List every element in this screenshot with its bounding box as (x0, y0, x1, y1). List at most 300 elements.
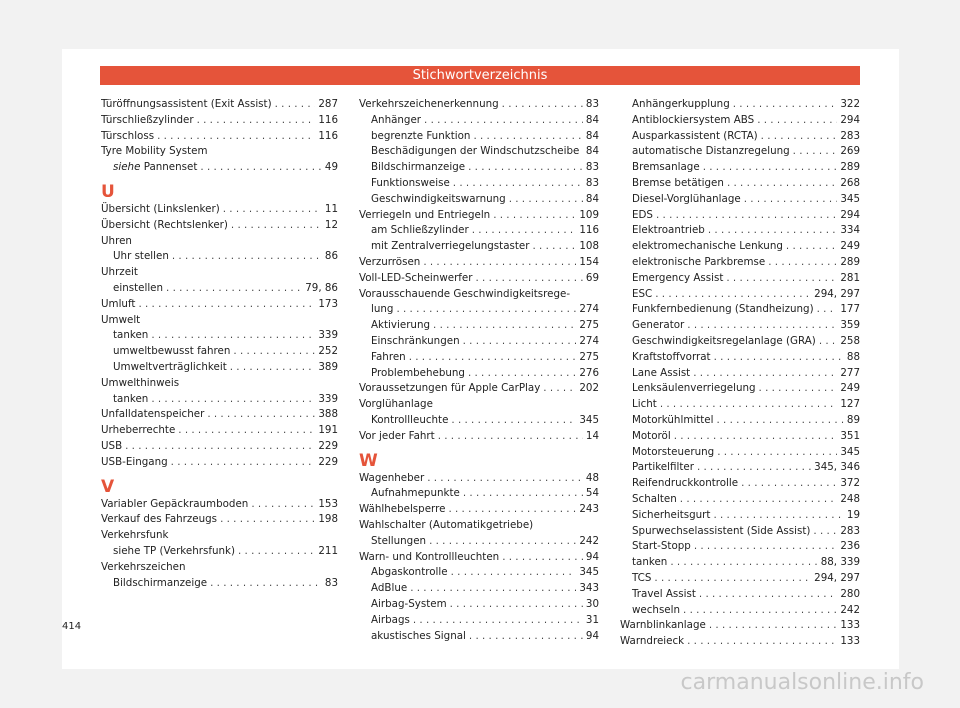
index-term: automatische Distanzregelung (632, 145, 790, 158)
index-subentry (359, 350, 599, 366)
page-reference: 287 (318, 98, 338, 110)
dot-leader (697, 460, 811, 476)
index-entry (620, 618, 860, 634)
index-entry (359, 208, 599, 224)
index-subentry (620, 492, 860, 508)
page-reference: 19 (846, 508, 860, 521)
index-column-3 (620, 97, 860, 650)
page-reference: 345 (840, 192, 860, 205)
dot-leader (793, 144, 838, 160)
page-reference: 339 (318, 392, 338, 405)
page-reference: 269 (840, 145, 860, 158)
page-reference: 127 (840, 398, 860, 411)
page-reference: 283 (840, 129, 860, 142)
index-term: Vorglühanlage (359, 398, 433, 411)
index-subentry (359, 629, 599, 645)
page-reference: 248 (840, 492, 860, 505)
index-subentry (620, 239, 860, 255)
index-term-text: Pannenset (143, 161, 198, 174)
index-subentry (620, 539, 860, 555)
dot-leader (275, 97, 316, 113)
index-term (113, 160, 197, 176)
dot-leader (172, 249, 322, 265)
index-term: Fahren (371, 350, 406, 363)
index-group-heading (101, 234, 338, 250)
index-term: Kontrollleuchte (371, 413, 449, 426)
index-subentry (620, 129, 860, 145)
index-term: elektromechanische Lenkung (632, 240, 783, 253)
index-group-heading (101, 560, 338, 576)
index-entry (359, 471, 599, 487)
page-reference: 177 (840, 303, 860, 316)
dot-leader (726, 271, 837, 287)
page-reference: 69 (585, 271, 599, 284)
index-term: Übersicht (Linkslenker) (101, 202, 220, 215)
page-reference: 289 (840, 255, 860, 268)
index-term: Verzurrösen (359, 255, 421, 268)
index-term: Geschwindigkeitsregelanlage (GRA) (632, 334, 816, 347)
index-subentry (359, 613, 599, 629)
dot-leader (687, 318, 837, 334)
index-term: Motoröl (632, 429, 671, 442)
index-term: Wahlschalter (Automatikgetriebe) (359, 518, 534, 531)
page-reference: 94 (585, 629, 599, 642)
index-term: Schalten (632, 492, 677, 505)
dot-leader (423, 255, 576, 271)
dot-leader (409, 350, 577, 366)
index-term: umweltbewusst fahren (113, 345, 231, 358)
index-subentry (359, 113, 599, 129)
page-reference: 343 (579, 582, 599, 595)
index-term: Warnblinkanlage (620, 619, 706, 632)
index-entry (101, 129, 338, 145)
page-reference: 31 (585, 613, 599, 626)
index-term: Verkehrszeichen (101, 560, 186, 573)
index-subentry (359, 129, 599, 145)
page-reference: 281 (840, 271, 860, 284)
page-reference: 83 (324, 576, 338, 589)
index-term: Vorausschauende Geschwindigkeitsrege- (359, 287, 571, 300)
index-subentry (620, 160, 860, 176)
index-term: Bildschirmanzeige (371, 161, 466, 174)
index-term: Abgaskontrolle (371, 566, 448, 579)
index-term: Tyre Mobility System (101, 145, 208, 158)
page-reference: 173 (318, 297, 338, 310)
dot-leader (670, 555, 817, 571)
index-term: Travel Assist (632, 587, 696, 600)
dot-leader (166, 281, 302, 297)
dot-leader (424, 113, 583, 129)
index-subentry (101, 392, 338, 408)
page-reference: 202 (579, 382, 599, 395)
index-subentry (620, 144, 860, 160)
page-reference: 30 (585, 597, 599, 610)
dot-leader (238, 544, 315, 560)
index-entry (620, 634, 860, 650)
dot-leader (171, 455, 316, 471)
page-reference: 198 (318, 513, 338, 526)
index-subentry (359, 597, 599, 613)
page-reference: 191 (318, 424, 338, 437)
index-letter-heading: V (101, 476, 115, 497)
dot-leader (660, 397, 838, 413)
dot-leader (683, 603, 837, 619)
index-term: Geschwindigkeitswarnung (371, 192, 506, 205)
index-entry (101, 297, 338, 313)
index-term: Elektroantrieb (632, 224, 705, 237)
dot-leader (469, 629, 583, 645)
dot-leader (674, 429, 838, 445)
page-reference: 283 (840, 524, 860, 537)
dot-leader (433, 318, 576, 334)
index-subentry (620, 555, 860, 571)
index-term: Warn- und Kontrollleuchten (359, 550, 500, 563)
index-subentry (101, 360, 338, 376)
dot-leader (713, 508, 843, 524)
dot-leader (509, 192, 583, 208)
index-term: elektronische Parkbremse (632, 255, 766, 268)
index-subentry (359, 534, 599, 550)
page-reference: 89 (846, 413, 860, 426)
index-term: Anhängerkupplung (632, 98, 730, 110)
index-term: Türschließzylinder (101, 113, 194, 126)
page-reference: 153 (318, 497, 338, 510)
page-reference: 277 (840, 366, 860, 379)
index-term: Partikelfilter (632, 461, 694, 474)
watermark: carmanualsonline.info (680, 670, 924, 695)
index-subentry (359, 318, 599, 334)
page-reference: 88 (846, 350, 860, 363)
dot-leader (410, 581, 576, 597)
index-term: Bildschirmanzeige (113, 576, 208, 589)
index-subentry (620, 113, 860, 129)
index-term: siehe TP (Verkehrsfunk) (113, 544, 236, 557)
index-subentry (620, 413, 860, 429)
index-term: Motorkühlmittel (632, 413, 714, 426)
dot-leader (543, 381, 576, 397)
page-reference: 388 (318, 408, 338, 421)
dot-leader (473, 129, 582, 145)
index-subentry (359, 302, 599, 318)
index-term: Bremse betätigen (632, 176, 724, 189)
dot-leader (138, 297, 315, 313)
page-reference: 84 (585, 113, 599, 126)
dot-leader (197, 113, 316, 129)
page-reference: 275 (579, 319, 599, 332)
dot-leader (251, 497, 315, 513)
dot-leader (151, 328, 315, 344)
page-reference: 84 (585, 129, 599, 142)
index-term: Sicherheitsgurt (632, 508, 711, 521)
index-subentry (359, 223, 599, 239)
index-term: USB (101, 439, 123, 452)
index-term: Urheberrechte (101, 424, 176, 437)
page-reference: 236 (840, 540, 860, 553)
index-subentry (101, 160, 338, 176)
index-subentry (620, 318, 860, 334)
dot-leader (727, 176, 837, 192)
index-subentry (359, 565, 599, 581)
dot-leader (680, 492, 838, 508)
dot-leader (178, 423, 315, 439)
index-term: Voraussetzungen für Apple CarPlay (359, 382, 541, 395)
index-term: Antiblockiersystem ABS (632, 113, 755, 126)
page-number: 414 (62, 621, 82, 632)
index-term: akustisches Signal (371, 629, 466, 642)
index-term: Umluft (101, 297, 136, 310)
index-term: EDS (632, 208, 653, 221)
dot-leader (693, 366, 837, 382)
index-term: Voll-LED-Scheinwerfer (359, 271, 473, 284)
index-term: Türschloss (101, 129, 155, 142)
index-group-heading (359, 518, 599, 534)
index-term: wechseln (632, 603, 681, 616)
page-reference: 229 (318, 439, 338, 452)
page-reference: 154 (579, 255, 599, 268)
page-reference: 359 (840, 319, 860, 332)
dot-leader (451, 413, 576, 429)
index-subentry (620, 176, 860, 192)
page-reference: 11 (324, 202, 338, 215)
page-reference: 274 (579, 303, 599, 316)
page-reference: 294, 297 (814, 571, 860, 584)
dot-leader (450, 597, 583, 613)
dot-leader (703, 160, 838, 176)
index-term: Uhrzeit (101, 266, 138, 279)
page-reference: 83 (585, 161, 599, 174)
index-term: TCS (632, 571, 652, 584)
dot-leader (502, 550, 583, 566)
index-term: am Schließzylinder (371, 224, 469, 237)
index-group-heading (359, 287, 599, 303)
index-entry (359, 255, 599, 271)
dot-leader (453, 176, 583, 192)
index-term: lung (371, 303, 394, 316)
index-term: Lane Assist (632, 366, 691, 379)
index-subentry (620, 603, 860, 619)
index-subentry (359, 486, 599, 502)
index-subentry (620, 302, 860, 318)
index-term: Vor jeder Fahrt (359, 429, 435, 442)
page-reference: 84 (585, 145, 599, 158)
dot-leader (438, 429, 583, 445)
dot-leader (448, 502, 576, 518)
index-subentry (359, 334, 599, 350)
dot-leader (210, 576, 322, 592)
page-reference: 48 (585, 471, 599, 484)
page-reference: 372 (840, 477, 860, 490)
dot-leader (231, 218, 322, 234)
dot-leader (819, 334, 838, 350)
index-subentry (620, 460, 860, 476)
index-term: Umwelthinweis (101, 376, 180, 389)
dot-leader (694, 539, 838, 555)
page-reference: 345 (579, 566, 599, 579)
index-subentry (359, 413, 599, 429)
index-group-heading (101, 313, 338, 329)
index-subentry (620, 208, 860, 224)
dot-leader (786, 239, 837, 255)
index-subentry (620, 334, 860, 350)
index-group-heading (101, 376, 338, 392)
index-subentry (101, 281, 338, 297)
index-term: Spurwechselassistent (Side Assist) (632, 524, 811, 537)
page-reference: 345, 346 (814, 461, 860, 474)
page-reference: 274 (579, 334, 599, 347)
page-reference: 252 (318, 345, 338, 358)
page-reference: 280 (840, 587, 860, 600)
page-reference: 268 (840, 176, 860, 189)
index-term: Problembehebung (371, 366, 465, 379)
dot-leader (582, 144, 583, 160)
index-subentry (101, 344, 338, 360)
page-reference: 339 (318, 329, 338, 342)
index-term: Verkehrszeichenerkennung (359, 98, 499, 110)
index-term: Airbags (371, 613, 410, 626)
index-term: einstellen (113, 281, 164, 294)
dot-leader (125, 439, 315, 455)
index-term: Verriegeln und Entriegeln (359, 208, 491, 221)
index-subentry (359, 144, 599, 160)
page-reference: 345 (579, 413, 599, 426)
page-reference: 294 (840, 113, 860, 126)
page-reference: 133 (840, 635, 860, 648)
page-reference: 242 (840, 603, 860, 616)
page-reference: 351 (840, 429, 860, 442)
dot-leader (200, 160, 321, 176)
index-term: Emergency Assist (632, 271, 724, 284)
index-term: tanken (632, 556, 668, 569)
dot-leader (708, 223, 837, 239)
index-term: Generator (632, 319, 685, 332)
index-entry (101, 423, 338, 439)
index-subentry (620, 429, 860, 445)
index-entry (101, 218, 338, 234)
page-reference: 345 (840, 445, 860, 458)
page-reference: 49 (324, 161, 338, 174)
index-term: Uhr stellen (113, 250, 169, 263)
dot-leader (207, 407, 315, 423)
index-term: Einschränkungen (371, 334, 460, 347)
index-subentry (620, 223, 860, 239)
dot-leader (476, 271, 583, 287)
index-term: Bremsanlage (632, 161, 700, 174)
index-column-2 (359, 97, 599, 644)
page-reference: 276 (579, 366, 599, 379)
dot-leader (451, 565, 577, 581)
dot-leader (813, 524, 837, 540)
dot-leader (741, 476, 837, 492)
index-subentry (620, 445, 860, 461)
page-reference: 289 (840, 161, 860, 174)
index-term: Diesel-Vorglühanlage (632, 192, 741, 205)
index-term: Funkfernbedienung (Standheizung) (632, 303, 814, 316)
index-entry (101, 97, 338, 113)
index-term: tanken (113, 329, 149, 342)
index-entry (101, 455, 338, 471)
dot-leader (817, 302, 838, 318)
index-group-heading (101, 144, 338, 160)
index-subentry (359, 192, 599, 208)
index-subentry (620, 366, 860, 382)
page-reference: 243 (579, 503, 599, 516)
dot-leader (714, 350, 844, 366)
index-subentry (359, 160, 599, 176)
index-term: Reifendruckkontrolle (632, 477, 739, 490)
dot-leader (716, 413, 843, 429)
page-reference: 108 (579, 240, 599, 253)
index-entry (359, 502, 599, 518)
page-reference: 242 (579, 534, 599, 547)
index-term: USB-Eingang (101, 455, 168, 468)
index-letter-heading: U (101, 181, 115, 202)
dot-leader (759, 381, 838, 397)
dot-leader (532, 239, 576, 255)
index-term: Motorsteuerung (632, 445, 715, 458)
index-subentry (620, 192, 860, 208)
index-subentry (620, 397, 860, 413)
page-reference: 12 (324, 218, 338, 231)
index-subentry (620, 381, 860, 397)
index-subentry (359, 366, 599, 382)
dot-leader (502, 97, 583, 113)
dot-leader (687, 634, 837, 650)
index-subentry (101, 544, 338, 560)
index-entry (101, 202, 338, 218)
dot-leader (699, 587, 837, 603)
dot-leader (757, 113, 837, 129)
page-reference: 133 (840, 619, 860, 632)
dot-leader (493, 208, 576, 224)
index-term: Stellungen (371, 534, 427, 547)
index-entry (101, 512, 338, 528)
index-subentry (359, 581, 599, 597)
page-reference: 84 (585, 192, 599, 205)
index-subentry (359, 239, 599, 255)
index-term: Start-Stopp (632, 540, 691, 553)
index-term: Airbag-System (371, 597, 447, 610)
index-term: mit Zentralverriegelungstaster (371, 240, 530, 253)
index-subentry (620, 97, 860, 113)
page-reference: 83 (585, 176, 599, 189)
dot-leader (223, 202, 322, 218)
index-subentry (620, 524, 860, 540)
index-term: Wählhebelsperre (359, 503, 446, 516)
dot-leader (427, 471, 583, 487)
index-column-1 (101, 97, 338, 591)
index-subentry (620, 287, 860, 303)
page-reference: 229 (318, 455, 338, 468)
index-term: begrenzte Funktion (371, 129, 471, 142)
index-entry (101, 497, 338, 513)
index-term: Funktionsweise (371, 176, 450, 189)
index-entry (101, 407, 338, 423)
index-entry (359, 97, 599, 113)
dot-leader (761, 129, 838, 145)
index-entry (359, 550, 599, 566)
dot-leader (468, 160, 583, 176)
page-reference: 54 (585, 487, 599, 500)
see-reference: siehe (113, 161, 141, 174)
index-term: Türöffnungsassistent (Exit Assist) (101, 98, 272, 110)
index-subentry (620, 271, 860, 287)
index-term: Wagenheber (359, 471, 425, 484)
dot-leader (220, 512, 315, 528)
page-reference: 109 (579, 208, 599, 221)
page-reference: 322 (840, 98, 860, 110)
index-subentry (620, 571, 860, 587)
index-group-heading (101, 265, 338, 281)
